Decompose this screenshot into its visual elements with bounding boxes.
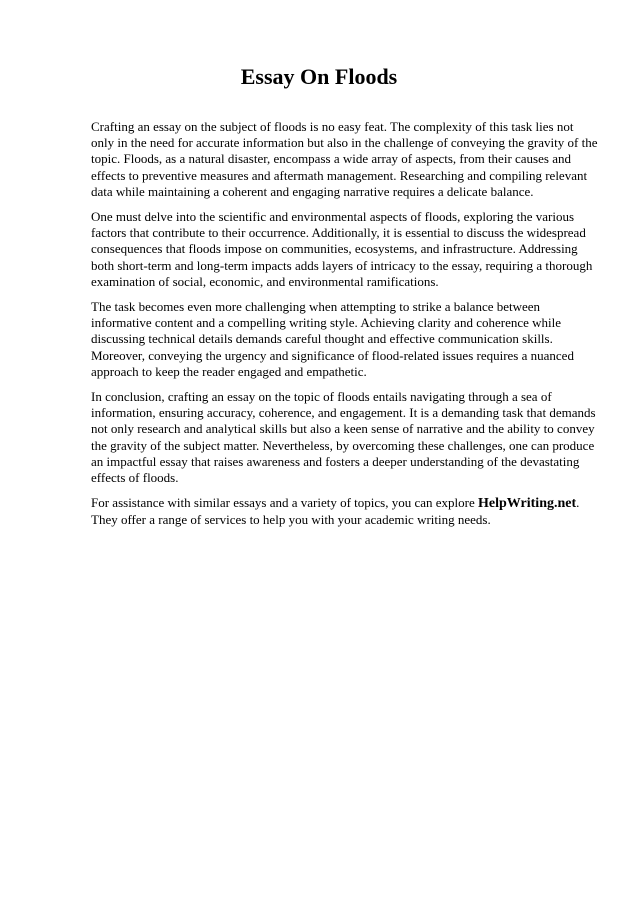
closing-text-before: For assistance with similar essays and a variety of topics, you can explore [91,495,479,511]
closing-paragraph [91,495,599,528]
paragraph-3: The task becomes even more challenging when attempting to strike a balance between informative content and a compelling writing style. Achieving clarity and coherence while discussing technical details demands careful thought and effective communication skills. Moreover, conveying the urgency and significance of flood-related issues requires a nuanced approach to keep the reader engaged and empathetic. [91,299,574,379]
paragraph-4: In conclusion, crafting an essay on the topic of floods entails navigating through a sea of information, ensuring accuracy, coherence, and engagement. It is a demanding task that demands not only research and analytical skills but also a keen sense of narrative and the ability to convey the gravity of the subject matter. Nevertheless, by overcoming these challenges, one can produce an impactful essay that raises awareness and fosters a deeper understanding of the devastating effects of floods. [91,389,596,486]
page-title: Essay On Floods [240,64,398,89]
essay-body [91,119,599,538]
brand-link[interactable]: HelpWriting.net [478,496,577,512]
paragraph-1: Crafting an essay on the subject of floods is no easy feat. The complexity of this task lies not only in the need for accurate information but also in the challenge of conveying the gravity of the topic. Floods, as a natural disaster, encompass a wide array of aspects, from their causes and effects to preventive measures and aftermath management. Researching and compiling relevant data while maintaining a coherent and engaging narrative requires a delicate balance. [91,119,598,199]
paragraph-2: One must delve into the scientific and environmental aspects of floods, exploring the various factors that contribute to their occurrence. Additionally, it is essential to discuss the widespread consequences that floods impose on communities, ecosystems, and infrastructure. Addressing both short-term and long-term impacts adds layers of intricacy to the essay, requiring a thorough examination of social, economic, and environmental ramifications. [91,209,593,289]
closing-text-after: . They offer a range of services to help you with your academic writing needs. [91,495,580,528]
